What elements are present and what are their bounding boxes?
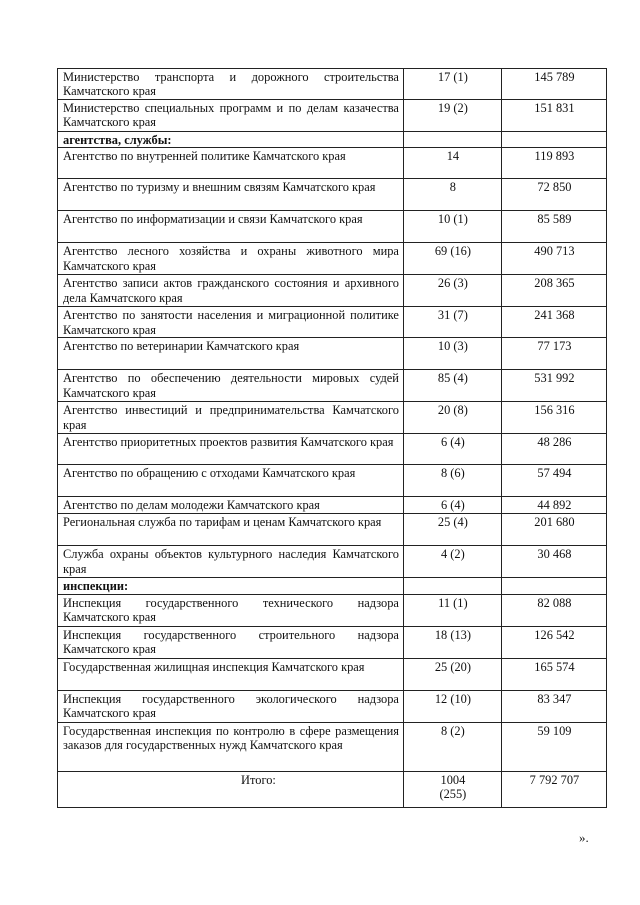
row-name: Агентство лесного хозяйства и охраны животного мира Камчатского края bbox=[58, 243, 404, 275]
row-amount: 83 347 bbox=[501, 690, 606, 722]
table-row bbox=[58, 69, 607, 100]
table-row bbox=[58, 465, 607, 497]
row-count: 11 (1) bbox=[403, 594, 501, 626]
table-row bbox=[58, 100, 607, 132]
row-amount: 201 680 bbox=[501, 514, 606, 546]
row-amount: 59 109 bbox=[501, 722, 606, 771]
row-count: 25 (4) bbox=[403, 514, 501, 546]
row-count: 14 bbox=[403, 148, 501, 179]
row-count: 26 (3) bbox=[403, 275, 501, 307]
row-name: Агентство по внутренней политике Камчатского края bbox=[58, 148, 404, 179]
row-amount: 145 789 bbox=[501, 69, 606, 100]
table-row bbox=[58, 243, 607, 275]
row-amount: 82 088 bbox=[501, 594, 606, 626]
closing-quote-mark: ». bbox=[579, 830, 589, 845]
total-label: Итого: bbox=[58, 771, 404, 807]
row-amount: 30 468 bbox=[501, 546, 606, 578]
row-count: 17 (1) bbox=[403, 69, 501, 100]
row-amount: 531 992 bbox=[501, 370, 606, 402]
table-row bbox=[58, 514, 607, 546]
row-amount: 208 365 bbox=[501, 275, 606, 307]
row-name: Государственная инспекция по контролю в сфере размещения заказов для государственных нужд Камчатского края bbox=[58, 722, 404, 771]
row-amount: 490 713 bbox=[501, 243, 606, 275]
table-row bbox=[58, 434, 607, 465]
row-amount: 77 173 bbox=[501, 338, 606, 370]
section-header-row bbox=[58, 578, 607, 594]
row-count: 20 (8) bbox=[403, 402, 501, 434]
row-amount: 44 892 bbox=[501, 497, 606, 514]
total-count: 1004 (255) bbox=[403, 771, 501, 807]
row-count: 69 (16) bbox=[403, 243, 501, 275]
table-row bbox=[58, 179, 607, 211]
row-name: Инспекция государственного экологического надзора Камчатского края bbox=[58, 690, 404, 722]
row-name: Инспекция государственного технического надзора Камчатского края bbox=[58, 594, 404, 626]
row-name: Агентство записи актов гражданского состояния и архивного дела Камчатского края bbox=[58, 275, 404, 307]
row-count bbox=[403, 578, 501, 594]
row-amount: 126 542 bbox=[501, 626, 606, 658]
row-count: 25 (20) bbox=[403, 658, 501, 690]
total-amount: 7 792 707 bbox=[501, 771, 606, 807]
row-amount: 151 831 bbox=[501, 100, 606, 132]
row-name: Министерство транспорта и дорожного строительства Камчатского края bbox=[58, 69, 404, 100]
row-name: Инспекция государственного строительного надзора Камчатского края bbox=[58, 626, 404, 658]
table-row bbox=[58, 594, 607, 626]
row-amount: 241 368 bbox=[501, 307, 606, 338]
row-name: Агентство по делам молодежи Камчатского края bbox=[58, 497, 404, 514]
row-name: Агентство инвестиций и предпринимательства Камчатского края bbox=[58, 402, 404, 434]
table-row bbox=[58, 658, 607, 690]
row-name: Агентство по занятости населения и миграционной политике Камчатского края bbox=[58, 307, 404, 338]
table-row bbox=[58, 497, 607, 514]
row-name: Агентство по информатизации и связи Камчатского края bbox=[58, 211, 404, 243]
row-amount: 57 494 bbox=[501, 465, 606, 497]
row-name: агентства, службы: bbox=[58, 132, 404, 148]
table-row bbox=[58, 307, 607, 338]
row-count: 19 (2) bbox=[403, 100, 501, 132]
row-count: 12 (10) bbox=[403, 690, 501, 722]
row-amount bbox=[501, 578, 606, 594]
row-name: Региональная служба по тарифам и ценам Камчатского края bbox=[58, 514, 404, 546]
row-count: 4 (2) bbox=[403, 546, 501, 578]
table-row bbox=[58, 148, 607, 179]
row-amount: 48 286 bbox=[501, 434, 606, 465]
table-row bbox=[58, 546, 607, 578]
table-row bbox=[58, 275, 607, 307]
row-count bbox=[403, 132, 501, 148]
table-row bbox=[58, 626, 607, 658]
row-name: Служба охраны объектов культурного наследия Камчатского края bbox=[58, 546, 404, 578]
section-header-row bbox=[58, 132, 607, 148]
table-row bbox=[58, 722, 607, 771]
row-count: 6 (4) bbox=[403, 434, 501, 465]
total-row bbox=[58, 771, 607, 807]
row-count: 31 (7) bbox=[403, 307, 501, 338]
row-amount: 85 589 bbox=[501, 211, 606, 243]
row-name: Агентство по ветеринарии Камчатского края bbox=[58, 338, 404, 370]
row-amount: 119 893 bbox=[501, 148, 606, 179]
row-name: Министерство специальных программ и по делам казачества Камчатского края bbox=[58, 100, 404, 132]
row-name: Государственная жилищная инспекция Камчатского края bbox=[58, 658, 404, 690]
row-name: Агентство по обращению с отходами Камчатского края bbox=[58, 465, 404, 497]
table-row bbox=[58, 370, 607, 402]
row-count: 6 (4) bbox=[403, 497, 501, 514]
row-count: 18 (13) bbox=[403, 626, 501, 658]
row-count: 8 bbox=[403, 179, 501, 211]
row-amount: 165 574 bbox=[501, 658, 606, 690]
table-row bbox=[58, 402, 607, 434]
row-amount: 156 316 bbox=[501, 402, 606, 434]
row-amount bbox=[501, 132, 606, 148]
table-row bbox=[58, 211, 607, 243]
row-name: Агентство по обеспечению деятельности мировых судей Камчатского края bbox=[58, 370, 404, 402]
row-name: Агентство по туризму и внешним связям Камчатского края bbox=[58, 179, 404, 211]
table-row bbox=[58, 690, 607, 722]
staff-table bbox=[57, 68, 607, 808]
table-row bbox=[58, 338, 607, 370]
row-count: 8 (2) bbox=[403, 722, 501, 771]
row-count: 85 (4) bbox=[403, 370, 501, 402]
row-name: Агентство приоритетных проектов развития Камчатского края bbox=[58, 434, 404, 465]
row-amount: 72 850 bbox=[501, 179, 606, 211]
row-name: инспекции: bbox=[58, 578, 404, 594]
row-count: 10 (3) bbox=[403, 338, 501, 370]
row-count: 8 (6) bbox=[403, 465, 501, 497]
row-count: 10 (1) bbox=[403, 211, 501, 243]
